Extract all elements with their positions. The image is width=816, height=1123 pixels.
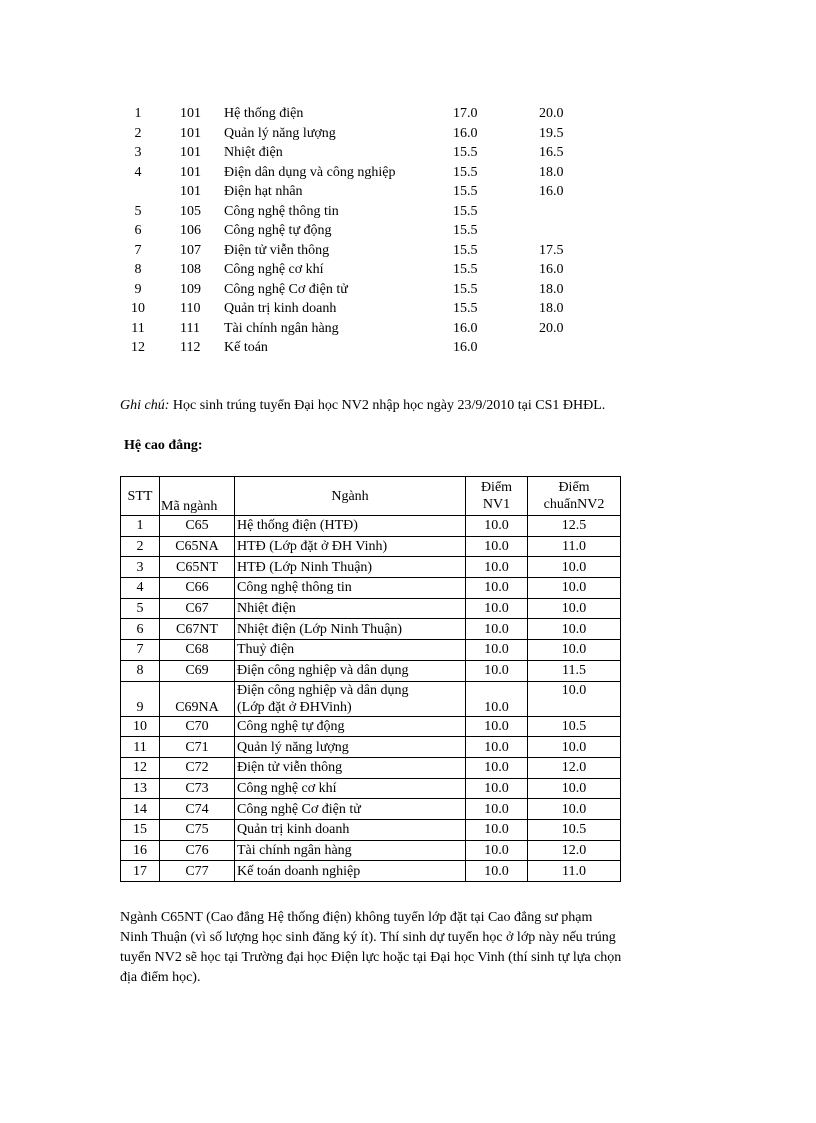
row-name: Quản lý năng lượng [224, 125, 336, 141]
cell-nv2: 10.5 [528, 819, 621, 840]
table-row [121, 681, 621, 716]
row-code: 109 [180, 281, 201, 297]
row-name: Hệ thống điện [224, 106, 304, 121]
list-item [120, 299, 620, 319]
cell-nv1: 10.0 [466, 660, 528, 681]
row-nv1: 15.5 [453, 145, 478, 160]
row-name: Nhiệt điện [224, 145, 283, 160]
table-row [121, 557, 621, 578]
cell-code: C65 [160, 516, 235, 537]
cell-nv2: 11.0 [528, 536, 621, 557]
cell-stt: 9 [121, 681, 160, 716]
cell-code: C73 [160, 778, 235, 799]
cell-name: HTĐ (Lớp Ninh Thuận) [235, 557, 466, 578]
row-code: 101 [180, 164, 201, 180]
list-item [120, 241, 620, 261]
admission-note [120, 398, 605, 414]
cell-nv2: 10.0 [528, 619, 621, 640]
list-item [120, 202, 620, 222]
cell-code: C66 [160, 578, 235, 599]
cell-nv1: 10.0 [466, 799, 528, 820]
cell-name: Điện tử viễn thông [235, 757, 466, 778]
row-name: Quản trị kinh doanh [224, 301, 337, 316]
table-row [121, 716, 621, 737]
cell-nv1: 10.0 [466, 757, 528, 778]
cell-nv2: 10.0 [528, 778, 621, 799]
cell-nv2: 10.0 [528, 799, 621, 820]
note-label: Ghi chú: [120, 398, 170, 413]
row-nv1: 15.5 [453, 184, 478, 199]
cell-nv1: 10.0 [466, 778, 528, 799]
table-row [121, 840, 621, 861]
cell-name: Công nghệ tự động [235, 716, 466, 737]
row-code: 110 [180, 301, 201, 316]
list-item [120, 338, 620, 358]
cell-stt: 6 [121, 619, 160, 640]
cell-nv1: 10.0 [466, 737, 528, 758]
cell-name: Công nghệ cơ khí [235, 778, 466, 799]
cell-stt: 11 [121, 737, 160, 758]
cell-stt: 17 [121, 861, 160, 882]
row-code: 101 [180, 145, 201, 160]
row-name: Công nghệ thông tin [224, 203, 339, 219]
row-nv2: 18.0 [539, 301, 564, 316]
cell-nv2: 10.0 [528, 737, 621, 758]
row-nv1: 15.5 [453, 281, 478, 297]
row-stt: 10 [131, 301, 145, 316]
cell-stt: 7 [121, 640, 160, 661]
cell-nv1: 10.0 [466, 536, 528, 557]
table-row [121, 778, 621, 799]
row-nv1: 15.5 [453, 223, 478, 238]
cell-nv1: 10.0 [466, 516, 528, 537]
cell-nv1: 10.0 [466, 716, 528, 737]
cell-nv2: 10.0 [528, 598, 621, 619]
row-stt: 4 [134, 164, 142, 180]
header-nv2-line2: chuẩnNV2 [543, 497, 605, 512]
cell-nv1: 10.0 [466, 557, 528, 578]
header-nv1-line1: Điểm [480, 480, 513, 495]
cell-stt: 1 [121, 516, 160, 537]
cell-nv2: 12.0 [528, 757, 621, 778]
cell-name: Công nghệ Cơ điện tử [235, 799, 466, 820]
list-item [120, 221, 620, 241]
cell-name: Thuỷ điện [235, 640, 466, 661]
paragraph-line: tuyển NV2 sẽ học tại Trường đại học Điện lực hoặc tại Đại học Vinh (thí sinh tự lựa chọn [120, 950, 622, 965]
row-name: Kế toán [224, 340, 268, 355]
cell-stt: 3 [121, 557, 160, 578]
row-code: 101 [180, 106, 201, 121]
row-nv2: 16.0 [539, 262, 564, 277]
row-nv2: 18.0 [539, 164, 564, 180]
row-name: Công nghệ Cơ điện tử [224, 281, 348, 297]
table-row [121, 640, 621, 661]
paragraph-line: Ngành C65NT (Cao đẳng Hệ thống điện) không tuyển lớp đặt tại Cao đẳng sư phạm [120, 910, 593, 925]
header-nv1 [466, 477, 528, 516]
cell-code: C75 [160, 819, 235, 840]
row-stt: 11 [131, 320, 145, 336]
cell-code: C76 [160, 840, 235, 861]
list-item [120, 260, 620, 280]
cell-stt: 5 [121, 598, 160, 619]
footer-paragraph [120, 908, 720, 988]
cell-code: C74 [160, 799, 235, 820]
university-list [120, 104, 620, 358]
cell-nv2: 10.0 [528, 557, 621, 578]
cell-nv1: 10.0 [466, 619, 528, 640]
cell-name: Nhiệt điện (Lớp Ninh Thuận) [235, 619, 466, 640]
cell-nv2: 12.5 [528, 516, 621, 537]
cell-code: C65NA [160, 536, 235, 557]
list-item [120, 182, 620, 202]
row-name: Điện dân dụng và công nghiệp [224, 164, 396, 180]
row-stt: 2 [134, 125, 142, 141]
cell-stt: 16 [121, 840, 160, 861]
cell-name: Công nghệ thông tin [235, 578, 466, 599]
cell-stt: 15 [121, 819, 160, 840]
cell-nv1: 10.0 [466, 598, 528, 619]
header-nv2-line1: Điểm [558, 480, 590, 495]
cell-code: C69 [160, 660, 235, 681]
cell-code: C69NA [160, 681, 235, 716]
header-code: Mã ngành [160, 477, 235, 516]
row-name: Công nghệ cơ khí [224, 262, 324, 277]
cell-name: Hệ thống điện (HTĐ) [235, 516, 466, 537]
row-nv1: 15.5 [453, 203, 478, 219]
row-stt: 12 [131, 340, 145, 355]
table-row [121, 578, 621, 599]
row-nv1: 17.0 [453, 106, 478, 121]
row-code: 101 [180, 125, 201, 141]
table-row [121, 619, 621, 640]
row-nv1: 15.5 [453, 262, 478, 277]
paragraph-line: địa điểm học). [120, 970, 201, 985]
cell-stt: 10 [121, 716, 160, 737]
row-nv2: 16.0 [539, 184, 564, 199]
cell-nv1: 10.0 [466, 840, 528, 861]
cell-stt: 13 [121, 778, 160, 799]
row-nv1: 15.5 [453, 301, 478, 316]
table-row [121, 598, 621, 619]
cell-name: HTĐ (Lớp đặt ở ĐH Vinh) [235, 536, 466, 557]
cell-nv2: 10.5 [528, 716, 621, 737]
cell-nv1: 10.0 [466, 640, 528, 661]
row-name: Điện tử viễn thông [224, 242, 330, 258]
row-nv1: 16.0 [453, 320, 478, 336]
row-nv1: 16.0 [453, 340, 478, 355]
paragraph-line: Ninh Thuận (vì số lượng học sinh đăng ký ít). Thí sinh dự tuyển học ở lớp này nếu trúng [120, 930, 616, 945]
cell-nv1: 10.0 [466, 578, 528, 599]
list-item [120, 163, 620, 183]
cell-code: C65NT [160, 557, 235, 578]
header-nv2 [528, 477, 621, 516]
table-row [121, 737, 621, 758]
row-code: 106 [180, 223, 201, 238]
list-item [120, 143, 620, 163]
table-row [121, 861, 621, 882]
row-code: 105 [180, 203, 201, 219]
row-code: 111 [180, 320, 200, 336]
row-code: 112 [180, 340, 201, 355]
header-stt: STT [121, 477, 160, 516]
row-nv1: 15.5 [453, 164, 478, 180]
table-row [121, 516, 621, 537]
cell-code: C68 [160, 640, 235, 661]
cell-nv2: 10.0 [528, 640, 621, 661]
table-row [121, 660, 621, 681]
row-code: 108 [180, 262, 201, 277]
cell-code: C70 [160, 716, 235, 737]
row-nv2: 16.5 [539, 145, 564, 160]
header-nv1-line2: NV1 [482, 497, 511, 512]
table-header-row [121, 477, 621, 516]
table-row [121, 757, 621, 778]
row-nv1: 15.5 [453, 242, 478, 258]
row-nv1: 16.0 [453, 125, 478, 141]
college-table [120, 476, 621, 882]
row-nv2: 18.0 [539, 281, 564, 297]
cell-stt: 12 [121, 757, 160, 778]
cell-code: C67NT [160, 619, 235, 640]
cell-code: C71 [160, 737, 235, 758]
cell-name: Nhiệt điện [235, 598, 466, 619]
row-nv2: 17.5 [539, 242, 564, 258]
cell-stt: 4 [121, 578, 160, 599]
cell-name: Quản trị kinh doanh [235, 819, 466, 840]
row-stt: 7 [134, 242, 142, 258]
cell-nv2: 11.5 [528, 660, 621, 681]
cell-nv2: 12.0 [528, 840, 621, 861]
row-name: Công nghệ tự động [224, 223, 332, 238]
row-nv2: 20.0 [539, 320, 564, 336]
list-item [120, 104, 620, 124]
college-section-title: Hệ cao đẳng: [124, 438, 203, 453]
row-stt: 1 [134, 106, 142, 121]
cell-stt: 2 [121, 536, 160, 557]
cell-name: Kế toán doanh nghiệp [235, 861, 466, 882]
cell-nv2: 10.0 [528, 578, 621, 599]
row-name: Điện hạt nhân [224, 184, 303, 199]
table-row [121, 799, 621, 820]
cell-name: Điện công nghiệp và dân dụng [235, 660, 466, 681]
row-stt: 6 [134, 223, 142, 238]
list-item [120, 124, 620, 144]
cell-name: Quản lý năng lượng [235, 737, 466, 758]
cell-name: Tài chính ngân hàng [235, 840, 466, 861]
cell-nv1: 10.0 [466, 861, 528, 882]
table-row [121, 819, 621, 840]
note-text: Học sinh trúng tuyển Đại học NV2 nhập học ngày 23/9/2010 tại CS1 ĐHĐL. [169, 398, 606, 413]
table-row [121, 536, 621, 557]
cell-code: C72 [160, 757, 235, 778]
list-item [120, 319, 620, 339]
row-name: Tài chính ngân hàng [224, 320, 339, 336]
cell-stt: 14 [121, 799, 160, 820]
cell-code: C77 [160, 861, 235, 882]
row-stt: 8 [134, 262, 142, 277]
row-nv2: 19.5 [539, 125, 564, 141]
header-name: Ngành [235, 477, 466, 516]
row-stt: 5 [134, 203, 142, 219]
cell-nv2: 10.0 [528, 681, 621, 716]
row-code: 101 [180, 184, 201, 199]
row-code: 107 [180, 242, 201, 258]
cell-nv1: 10.0 [466, 681, 528, 716]
list-item [120, 280, 620, 300]
cell-nv1: 10.0 [466, 819, 528, 840]
cell-stt: 8 [121, 660, 160, 681]
cell-name [235, 681, 466, 716]
cell-name-line1: Điện công nghiệp và dân dụng [237, 682, 409, 698]
cell-code: C67 [160, 598, 235, 619]
row-nv2: 20.0 [539, 106, 564, 121]
cell-nv2: 11.0 [528, 861, 621, 882]
row-stt: 3 [134, 145, 142, 160]
cell-name-line2: (Lớp đặt ở ĐHVinh) [237, 699, 352, 715]
row-stt: 9 [134, 281, 142, 297]
